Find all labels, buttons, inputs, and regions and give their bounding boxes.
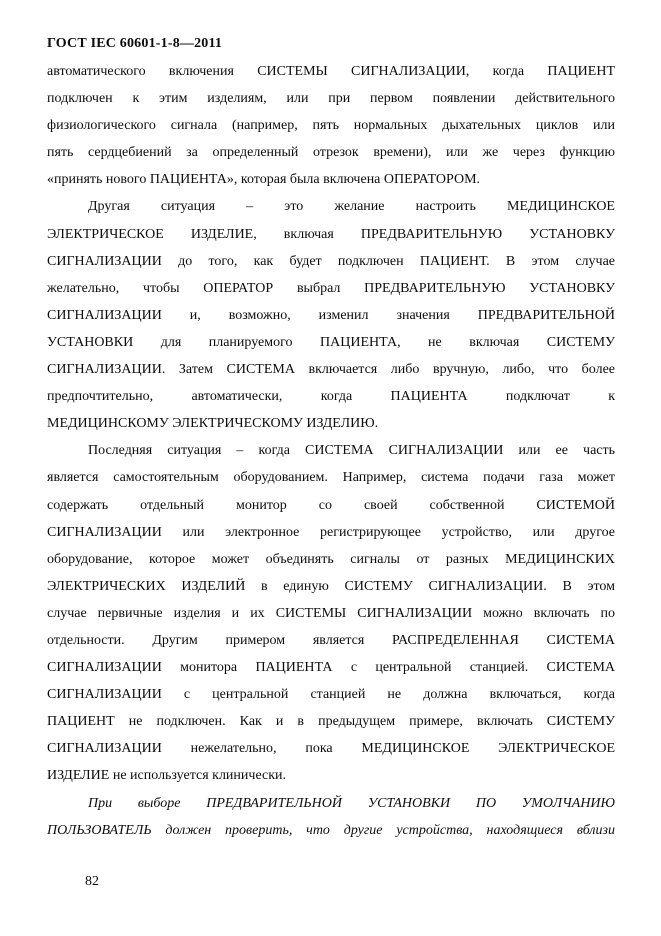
text-line: предпочтительно, автоматически, когда ПАЦИЕНТА подключат к <box>47 389 615 405</box>
text-line: МЕДИЦИНСКОМУ ЭЛЕКТРИЧЕСКОМУ ИЗДЕЛИЮ. <box>47 416 379 432</box>
text-line: физиологического сигнала (например, пять нормальных дыхательных циклов или <box>47 118 615 134</box>
text-line: случае первичные изделия и их СИСТЕМЫ СИГНАЛИЗАЦИИ можно включать по <box>47 605 615 621</box>
text-line: СИГНАЛИЗАЦИИ до того, как будет подключен ПАЦИЕНТ. В этом случае <box>47 253 615 269</box>
text-line: При выборе ПРЕДВАРИТЕЛЬНОЙ УСТАНОВКИ ПО УМОЛЧАНИЮ <box>88 795 615 811</box>
text-line: подключен к этим изделиям, или при первом появлении действительного <box>47 91 615 107</box>
page-number: 82 <box>85 874 99 889</box>
text-line: автоматического включения СИСТЕМЫ СИГНАЛИЗАЦИИ, когда ПАЦИЕНТ <box>47 64 615 79</box>
paragraph-4 <box>47 790 615 844</box>
text-line: ПОЛЬЗОВАТЕЛЬ должен проверить, что другие устройства, находящиеся вблизи <box>47 822 615 838</box>
text-line: СИГНАЛИЗАЦИИ или электронное регистрирующее устройство, или другое <box>47 524 615 540</box>
text-line: СИГНАЛИЗАЦИИ монитора ПАЦИЕНТА с центральной станцией. СИСТЕМА <box>47 660 615 676</box>
text-line: ИЗДЕЛИЕ не используется клинически. <box>47 768 287 784</box>
text-line: СИГНАЛИЗАЦИИ и, возможно, изменил значения ПРЕДВАРИТЕЛЬНОЙ <box>47 307 615 323</box>
text-line: Другая ситуация – это желание настроить МЕДИЦИНСКОЕ <box>88 199 615 215</box>
paragraph-1 <box>47 58 615 193</box>
running-header-standard-number: ГОСТ IEC 60601-1-8—2011 <box>47 36 223 51</box>
text-line: ЭЛЕКТРИЧЕСКИХ ИЗДЕЛИЙ в единую СИСТЕМУ СИГНАЛИЗАЦИИ. В этом <box>47 578 615 594</box>
text-line: СИГНАЛИЗАЦИИ. Затем СИСТЕМА включается либо вручную, либо, что более <box>47 362 615 378</box>
paragraph-3 <box>47 437 615 789</box>
text-line: ПАЦИЕНТ не подключен. Как и в предыдущем примере, включать СИСТЕМУ <box>47 714 615 730</box>
text-line: оборудование, которое может объединять сигналы от разных МЕДИЦИНСКИХ <box>47 551 615 567</box>
text-line: содержать отдельный монитор со своей собственной СИСТЕМОЙ <box>47 497 615 513</box>
text-line: «принять нового ПАЦИЕНТА», которая была включена ОПЕРАТОРОМ. <box>47 172 481 188</box>
text-line: Последняя ситуация – когда СИСТЕМА СИГНАЛИЗАЦИИ или ее часть <box>88 443 615 459</box>
text-line: отдельности. Другим примером является РАСПРЕДЕЛЕННАЯ СИСТЕМА <box>47 632 615 648</box>
text-line: желательно, чтобы ОПЕРАТОР выбрал ПРЕДВАРИТЕЛЬНУЮ УСТАНОВКУ <box>47 280 615 296</box>
text-line: СИГНАЛИЗАЦИИ с центральной станцией не должна включаться, когда <box>47 687 615 703</box>
paragraph-2 <box>47 193 615 437</box>
document-body <box>47 58 615 844</box>
text-line: ЭЛЕКТРИЧЕСКОЕ ИЗДЕЛИЕ, включая ПРЕДВАРИТЕЛЬНУЮ УСТАНОВКУ <box>47 226 615 242</box>
text-line: СИГНАЛИЗАЦИИ нежелательно, пока МЕДИЦИНСКОЕ ЭЛЕКТРИЧЕСКОЕ <box>47 741 615 757</box>
text-line: является самостоятельным оборудованием. Например, система подачи газа может <box>47 470 615 486</box>
text-line: УСТАНОВКИ для планируемого ПАЦИЕНТА, не включая СИСТЕМУ <box>47 334 615 350</box>
text-line: пять сердцебиений за определенный отрезок времени), или же через функцию <box>47 145 615 161</box>
